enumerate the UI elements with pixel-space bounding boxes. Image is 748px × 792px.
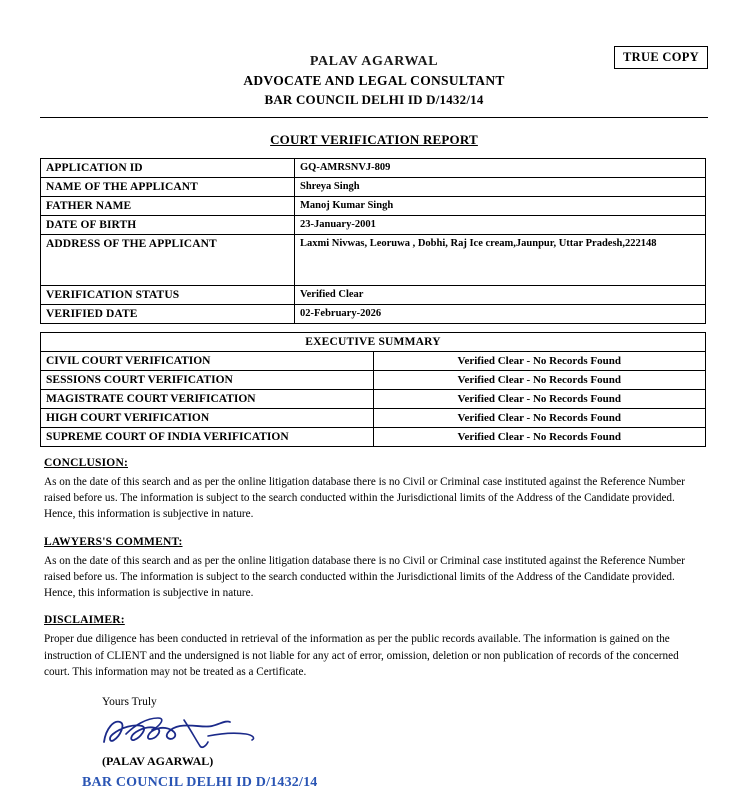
row-value: Laxmi Nivwas, Leoruwa , Dobhi, Raj Ice cream,Jaunpur, Uttar Pradesh,222148 xyxy=(295,235,706,286)
row-label: VERIFICATION STATUS xyxy=(41,286,295,305)
summary-header: EXECUTIVE SUMMARY xyxy=(41,333,706,352)
page-title: COURT VERIFICATION REPORT xyxy=(270,132,478,147)
true-copy-stamp: TRUE COPY xyxy=(614,46,708,69)
row-result: Verified Clear - No Records Found xyxy=(373,409,706,428)
applicant-info-table xyxy=(40,158,706,324)
row-value: Verified Clear xyxy=(295,286,706,305)
row-label: NAME OF THE APPLICANT xyxy=(41,178,295,197)
advocate-designation: ADVOCATE AND LEGAL CONSULTANT xyxy=(243,73,505,88)
table-row xyxy=(41,390,706,409)
disclaimer-text: Proper due diligence has been conducted in retrieval of the information as per the public records available. The information is gained on the instruction of CLIENT and the undersigned is not liable for any act of error, omission, deletion or non publication of records of the concerned court. This information may not be treated as a Certificate. xyxy=(44,633,679,678)
table-row xyxy=(41,409,706,428)
row-label: SESSIONS COURT VERIFICATION xyxy=(41,371,374,390)
table-row xyxy=(41,235,706,286)
table-row xyxy=(41,197,706,216)
advocate-name: PALAV AGARWAL xyxy=(309,54,439,69)
yours-truly-label: Yours Truly xyxy=(102,696,157,709)
row-value: GQ-AMRSNVJ-809 xyxy=(295,159,706,178)
table-row xyxy=(41,352,706,371)
row-label: SUPREME COURT OF INDIA VERIFICATION xyxy=(41,428,374,447)
row-value: 02-February-2026 xyxy=(295,305,706,324)
row-label: ADDRESS OF THE APPLICANT xyxy=(41,235,295,286)
table-row xyxy=(41,178,706,197)
row-result: Verified Clear - No Records Found xyxy=(373,428,706,447)
table-header-row xyxy=(41,333,706,352)
lawyers-comment-text: As on the date of this search and as per the online litigation database there is no Civil or Criminal case instituted against the Reference Number raised before us. The information is subject to the search conducted within the Jurisdictional limits of the Address of the Candidate provided. Hence, this information is subjective in nature. xyxy=(44,554,685,600)
table-row xyxy=(41,216,706,235)
signature-name: (PALAV AGARWAL) xyxy=(102,754,214,769)
advocate-bar-id: BAR COUNCIL DELHI ID D/1432/14 xyxy=(264,92,484,107)
executive-summary-table xyxy=(40,332,706,447)
row-label: MAGISTRATE COURT VERIFICATION xyxy=(41,390,374,409)
row-label: FATHER NAME xyxy=(41,197,295,216)
row-label: HIGH COURT VERIFICATION xyxy=(41,409,374,428)
row-value: Shreya Singh xyxy=(295,178,706,197)
signature-icon xyxy=(100,712,280,752)
bar-council-footer: BAR COUNCIL DELHI ID D/1432/14 xyxy=(82,775,318,791)
table-row xyxy=(41,428,706,447)
lawyers-comment-heading: LAWYERS'S COMMENT: xyxy=(44,535,183,548)
table-row xyxy=(41,159,706,178)
row-label: VERIFIED DATE xyxy=(41,305,295,324)
row-label: APPLICATION ID xyxy=(41,159,295,178)
row-value: Manoj Kumar Singh xyxy=(295,197,706,216)
row-label: DATE OF BIRTH xyxy=(41,216,295,235)
letterhead xyxy=(40,54,708,108)
row-result: Verified Clear - No Records Found xyxy=(373,390,706,409)
conclusion-text: As on the date of this search and as per the online litigation database there is no Civil or Criminal case instituted against the Reference Number raised before us. The information is subject to the search conducted within the Jurisdictional limits of the Address of the Candidate provided. Hence, this information is subjective in nature. xyxy=(44,476,685,521)
table-row xyxy=(41,286,706,305)
table-row xyxy=(41,371,706,390)
disclaimer-heading: DISCLAIMER: xyxy=(44,614,125,627)
row-label: CIVIL COURT VERIFICATION xyxy=(41,352,374,371)
row-result: Verified Clear - No Records Found xyxy=(373,352,706,371)
row-result: Verified Clear - No Records Found xyxy=(373,371,706,390)
table-row xyxy=(41,305,706,324)
conclusion-heading: CONCLUSION: xyxy=(44,457,128,469)
header-divider xyxy=(40,117,708,118)
row-value: 23-January-2001 xyxy=(295,216,706,235)
